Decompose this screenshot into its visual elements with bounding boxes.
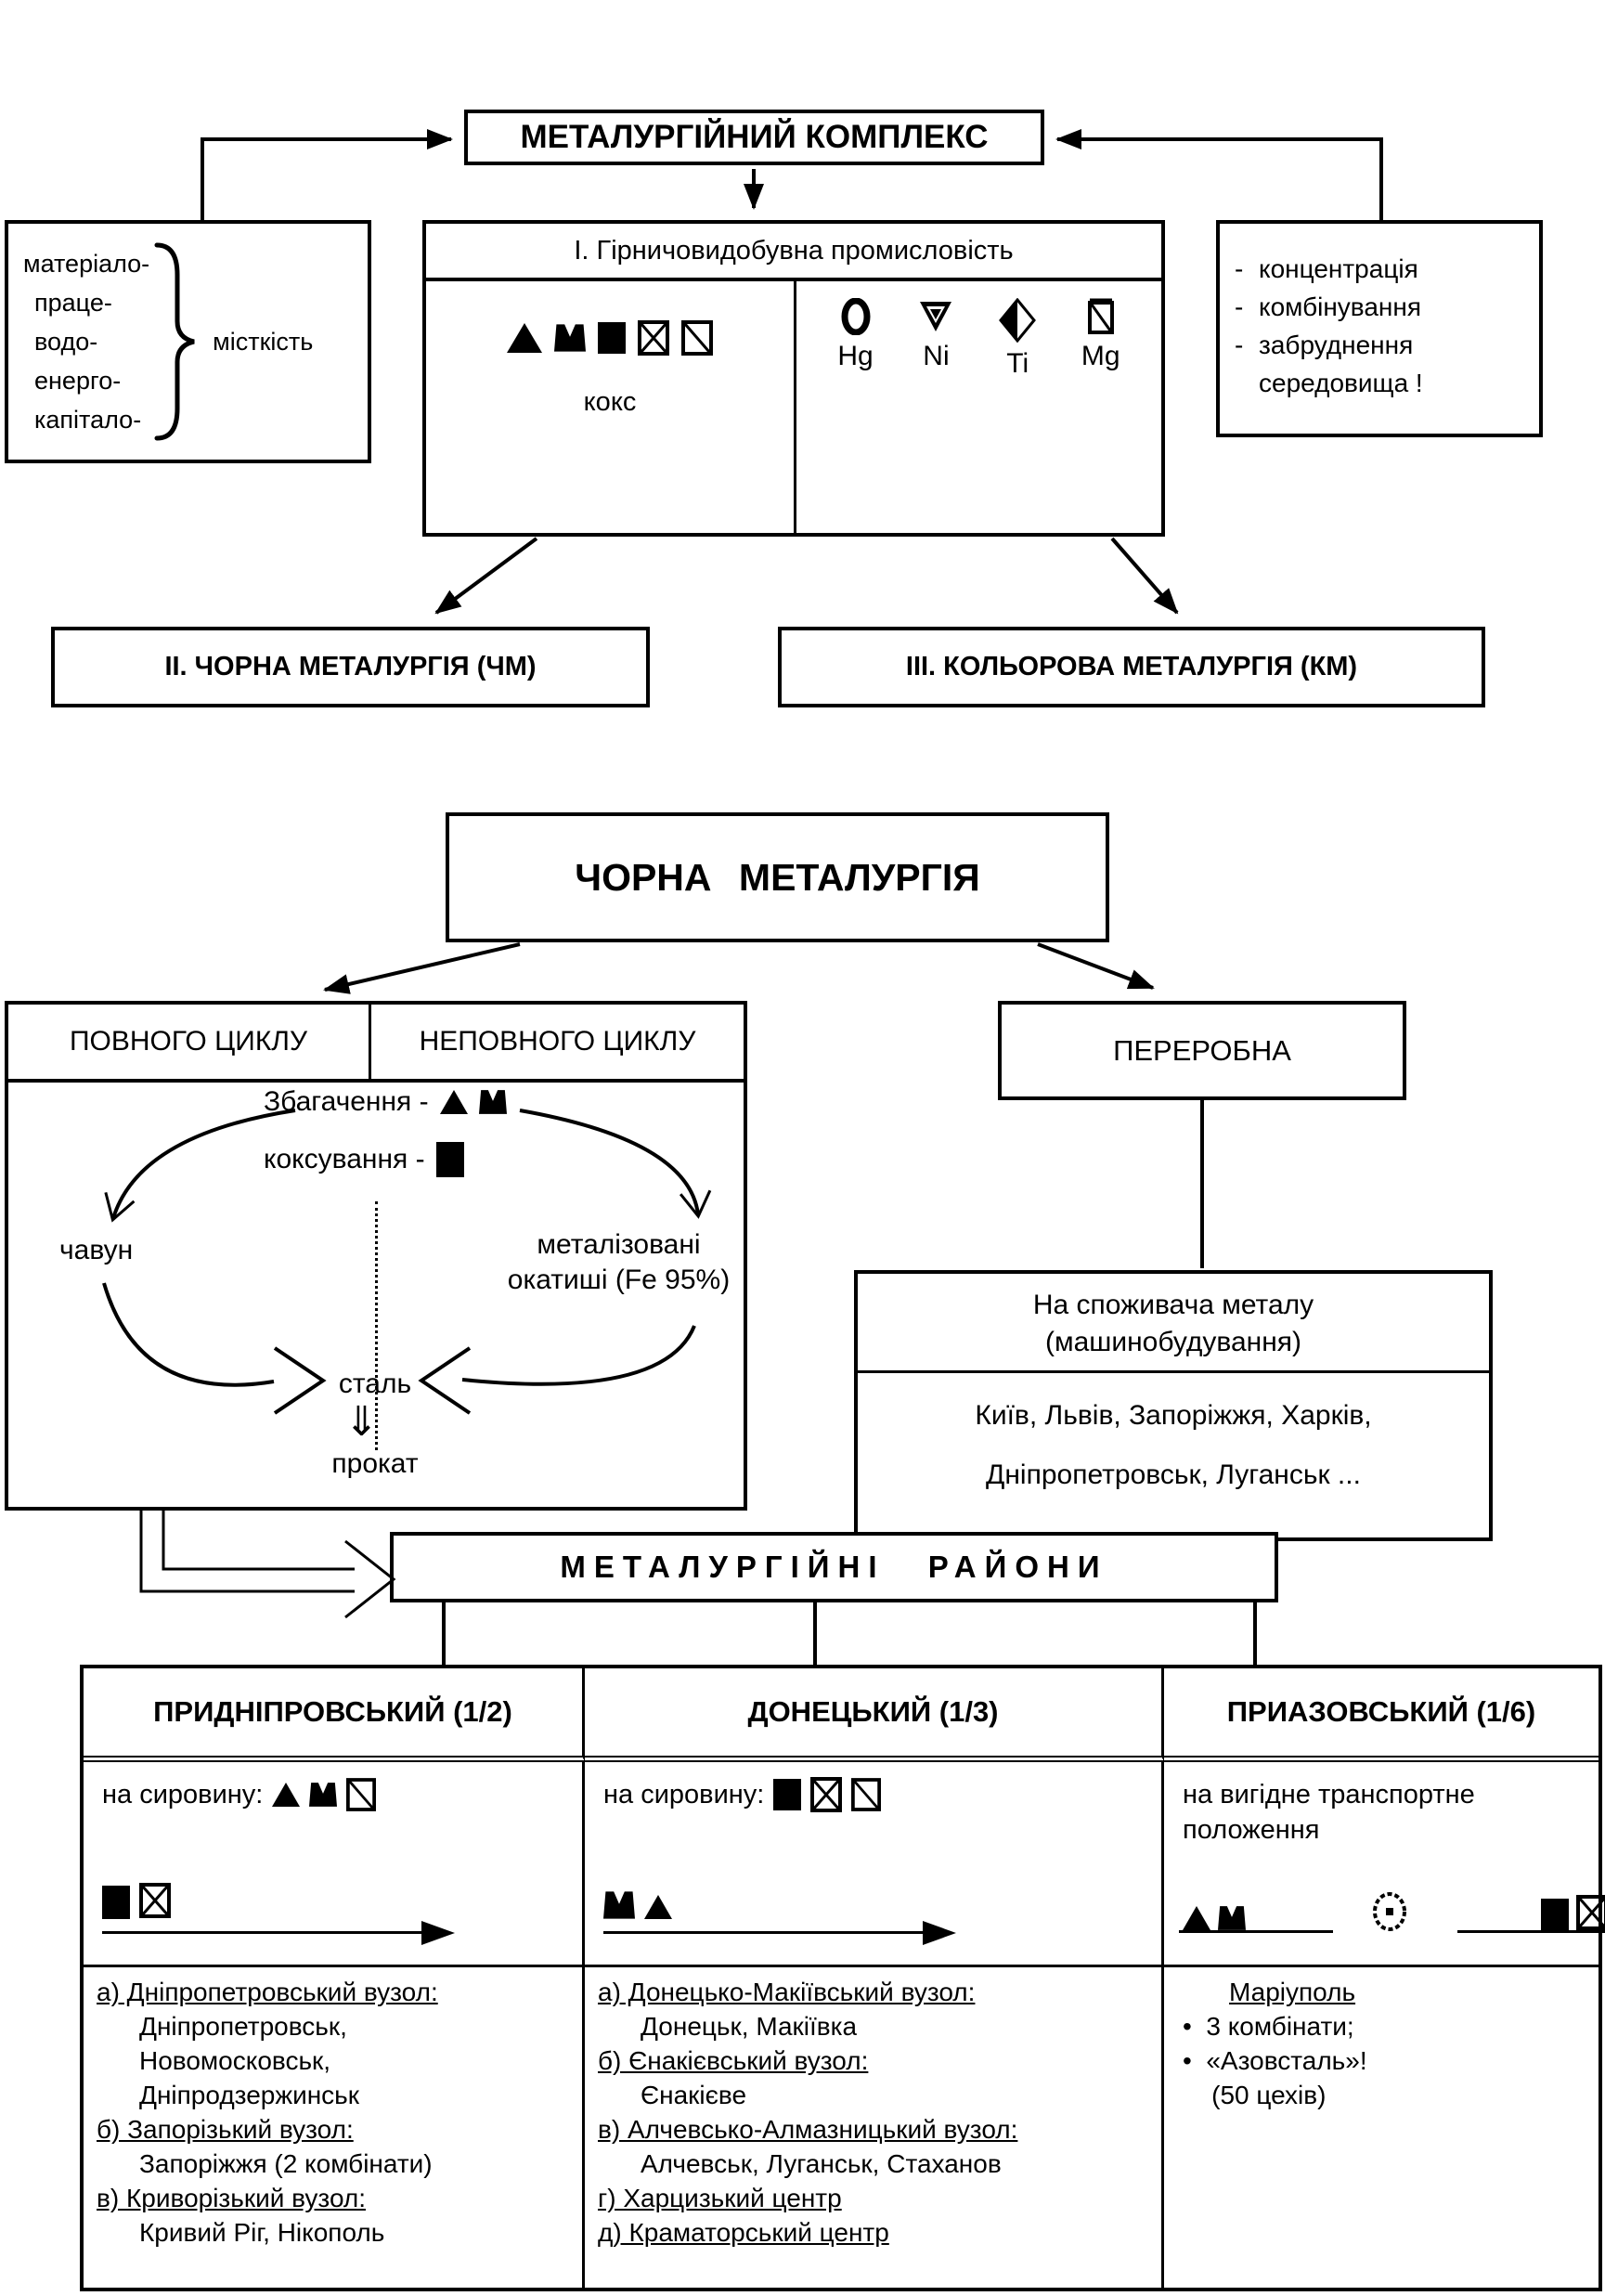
region-factor-cell-1 (84, 1762, 585, 1967)
metal-item (918, 298, 953, 537)
metal-label: Mg (1081, 341, 1120, 371)
region-header-pryazovskyi: ПРИАЗОВСЬКИЙ (1/6) (1164, 1668, 1599, 1762)
iron-ore-icon (272, 1783, 300, 1807)
region-header-donetskyi: ДОНЕЦЬКИЙ (1/3) (585, 1668, 1164, 1762)
node-city: (50 цехів) (1183, 2081, 1327, 2109)
manganese-ore-icon (479, 1090, 507, 1114)
manganese-ore-icon (309, 1783, 337, 1807)
ferrous-title: ЧОРНА МЕТАЛУРГІЯ (575, 855, 980, 899)
curly-brace-icon (149, 240, 205, 444)
inflow-symbols (603, 1891, 956, 1946)
divider (858, 1370, 1489, 1373)
node-heading: б) Єнакієвський вузол: (598, 2046, 869, 2075)
consumer-heading: На споживача металу (машинобудування) (1032, 1290, 1314, 1357)
arrow-features-to-title (1057, 139, 1381, 220)
node-heading: в) Алчевсько-Алмазницький вузол: (598, 2115, 1018, 2144)
factor-label: на вигідне транспортне положення (1183, 1780, 1475, 1845)
factor-label: на сировину: (102, 1780, 264, 1810)
ferrous-branch-label: ІІ. ЧОРНА МЕТАЛУРГІЯ (ЧМ) (164, 652, 537, 681)
intensity-box (5, 220, 371, 463)
manganese-ore-icon (554, 324, 586, 352)
coal-icon (598, 322, 626, 354)
mercury-ore-icon (841, 298, 871, 335)
consumer-cities: Київ, Львів, Запоріжжя, Харків, Дніпропетровськ, Луганськ ... (975, 1400, 1372, 1490)
node-city: Дніпропетровськ, (139, 2012, 347, 2041)
region-header-prydniprovskyi: ПРИДНІПРОВСЬКИЙ (1/2) (84, 1668, 585, 1762)
feature-item: - комбінування (1235, 288, 1539, 326)
consumer-box (854, 1270, 1493, 1541)
mining-title: І. Гірничовидобувна промисловість (574, 235, 1014, 266)
dash-bullet: - (1235, 331, 1244, 359)
mining-ferrous-cell (426, 281, 796, 537)
node-heading: Маріуполь (1229, 1978, 1356, 2006)
metal-item (837, 298, 873, 537)
intensity-item: енерго- (34, 367, 122, 395)
regions-title-box (390, 1532, 1278, 1602)
double-arrow-head (345, 1541, 394, 1617)
feature-item: - забруднення середовища ! (1235, 326, 1539, 402)
intensity-item: водо- (34, 328, 98, 356)
node-heading: а) Дніпропетровський вузол: (97, 1978, 438, 2006)
cast-iron-label: чавун (59, 1235, 134, 1265)
region-detail-prydniprovskyi (84, 1967, 585, 2288)
dash-bullet: - (1235, 292, 1244, 321)
node-city: Єнакієве (641, 2081, 747, 2109)
double-arrow-outer (141, 1511, 355, 1591)
coal-icon (102, 1886, 130, 1919)
coking-coal-icon (638, 320, 669, 356)
plant-location-icon (1370, 1890, 1409, 1933)
ore-rail (1179, 1894, 1333, 1933)
region-factor-cell-2 (585, 1762, 1164, 1967)
dash-bullet: - (1235, 254, 1244, 283)
metal-label: Ti (1006, 348, 1029, 379)
arrow-intensity-to-title (202, 139, 451, 220)
flux-limestone-icon (346, 1778, 376, 1811)
region-detail-pryazovskyi (1164, 1967, 1599, 2288)
coking-label: коксування - (264, 1144, 425, 1174)
full-cycle-header: ПОВНОГО ЦИКЛУ (8, 1005, 371, 1079)
processing-box (998, 1001, 1406, 1100)
coking-coal-icon (1576, 1895, 1605, 1930)
coal-icon (436, 1142, 464, 1177)
coal-rail (1457, 1894, 1605, 1933)
intensity-label: місткість (213, 327, 314, 356)
metal-label: Hg (837, 341, 874, 371)
ore-symbols-row (426, 320, 794, 356)
regions-table (80, 1665, 1602, 2291)
feature-item: - концентрація (1235, 250, 1539, 288)
node-city: Алчевськ, Луганськ, Стаханов (641, 2149, 1002, 2178)
metal-item (1081, 298, 1120, 537)
magnesium-ore-icon (1087, 298, 1115, 335)
titanium-ore-icon (999, 298, 1036, 343)
intensity-items (8, 244, 149, 439)
coking-coal-icon (810, 1777, 842, 1812)
intensity-item: матеріало- (23, 250, 150, 278)
node-heading: д) Краматорський центр (598, 2218, 889, 2247)
enrichment-label: Збагачення - (264, 1086, 429, 1117)
iron-ore-icon (1183, 1906, 1210, 1930)
metal-label: Ni (923, 341, 950, 371)
double-arrow-inner (163, 1511, 355, 1569)
ferrous-title-box (446, 812, 1109, 942)
node-heading: б) Запорізький вузол: (97, 2115, 354, 2144)
node-heading: а) Донецько-Макіївський вузол: (598, 1978, 976, 2006)
region-detail-donetskyi (585, 1967, 1164, 2288)
ferrous-branch-box (51, 627, 650, 707)
coke-label: кокс (583, 387, 637, 417)
node-city: • 3 комбінати; (1183, 2012, 1354, 2041)
arrow-ferrous-to-processing (1038, 944, 1153, 988)
intensity-item: капітало- (34, 406, 142, 434)
factor-label: на сировину: (603, 1780, 765, 1810)
metal-item (999, 298, 1036, 537)
rolled-steel-label: прокат (331, 1448, 419, 1479)
arrow-ferrous-to-cycle (325, 944, 520, 990)
right-arrow (603, 1922, 956, 1946)
pellets-label: металізовані окатиші (Fe 95%) (507, 1229, 731, 1295)
node-city: • «Азовсталь»! (1183, 2046, 1367, 2075)
regions-title: МЕТАЛУРГІЙНІ РАЙОНИ (560, 1550, 1108, 1584)
node-city: Кривий Ріг, Нікополь (139, 2218, 385, 2247)
coking-coal-icon (139, 1882, 171, 1919)
region-factor-cell-3 (1164, 1762, 1599, 1967)
node-heading: в) Криворізький вузол: (97, 2184, 367, 2212)
node-heading: г) Харцизький центр (598, 2184, 842, 2212)
features-box (1216, 220, 1543, 437)
manganese-ore-icon (1218, 1906, 1246, 1930)
iron-ore-icon (507, 323, 542, 353)
node-city: Новомосковськ, (139, 2046, 331, 2075)
enrichment-row (264, 1086, 507, 1118)
iron-ore-icon (440, 1090, 468, 1114)
inflow-symbols (102, 1882, 455, 1946)
arrow-mining-to-nonferrous (1112, 538, 1177, 613)
processing-title: ПЕРЕРОБНА (1113, 1033, 1291, 1067)
flux-limestone-icon (851, 1778, 881, 1811)
cycle-box (5, 1001, 747, 1511)
mining-box (422, 220, 1165, 537)
flux-limestone-icon (681, 320, 713, 356)
double-down-arrow-icon: ⇓ (344, 1399, 379, 1445)
node-city: Дніпродзержинськ (139, 2081, 360, 2109)
steel-label: сталь (338, 1369, 412, 1399)
right-arrow (102, 1922, 455, 1946)
arrow-mining-to-ferrous (436, 538, 537, 613)
nickel-ore-icon (918, 298, 953, 335)
node-city: Донецьк, Макіївка (641, 2012, 858, 2041)
coal-icon (1541, 1899, 1569, 1930)
nonferrous-branch-label: ІІІ. КОЛЬОРОВА МЕТАЛУРГІЯ (КМ) (905, 652, 1358, 681)
mining-nonferrous-cell (796, 281, 1161, 537)
coking-row (264, 1142, 464, 1177)
nonferrous-branch-box (778, 627, 1485, 707)
iron-ore-icon (644, 1895, 672, 1919)
convergence-diagram (1179, 1890, 1605, 1933)
manganese-ore-icon (603, 1891, 635, 1919)
partial-cycle-header: НЕПОВНОГО ЦИКЛУ (419, 1026, 696, 1057)
intensity-item: праце- (34, 289, 112, 317)
page-title: МЕТАЛУРГІЙНИЙ КОМПЛЕКС (520, 119, 989, 155)
node-city: Запоріжжя (2 комбінати) (139, 2149, 433, 2178)
title-box (464, 110, 1044, 165)
coal-icon (773, 1779, 801, 1810)
